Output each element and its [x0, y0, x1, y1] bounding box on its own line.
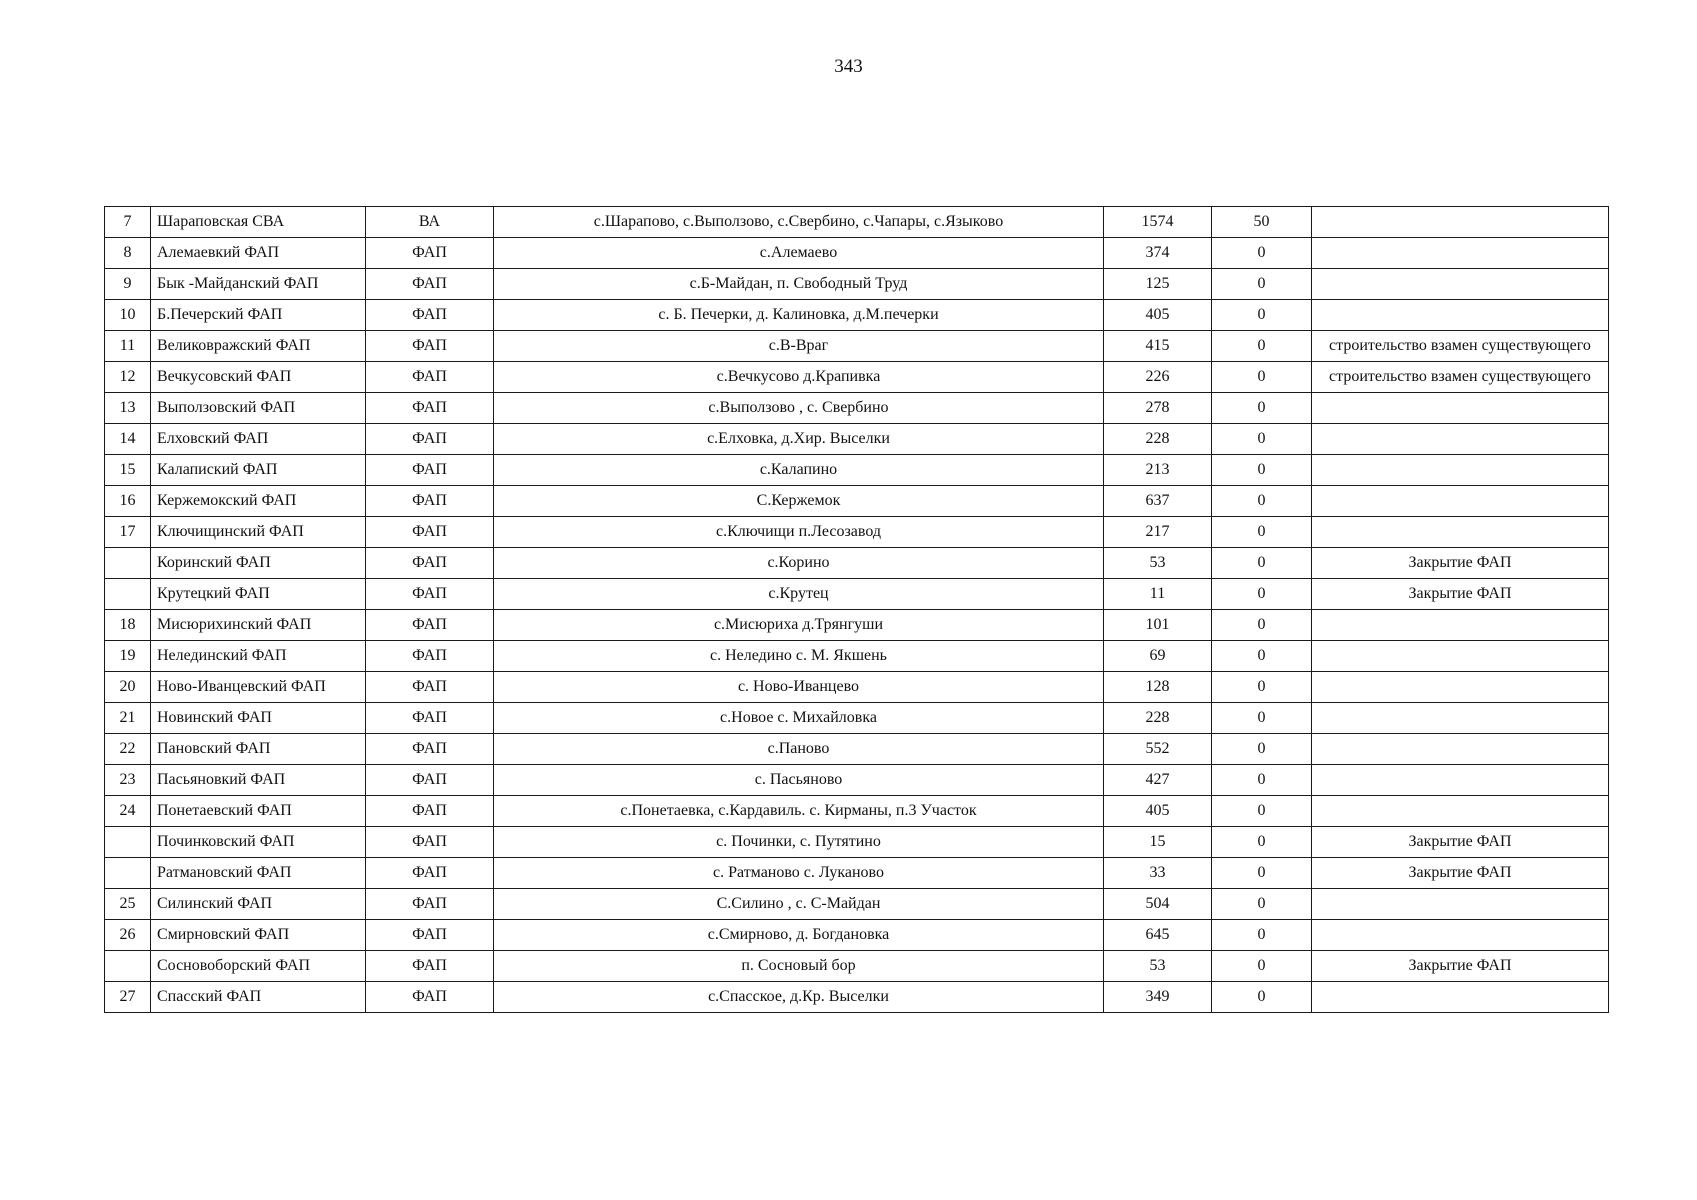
settlements-cell: с.Понетаевка, с.Кардавиль. с. Кирманы, п.3 Участок	[494, 796, 1104, 827]
table-row	[105, 765, 1609, 796]
note-cell	[1312, 734, 1609, 765]
row-number-cell: 11	[105, 331, 151, 362]
facility-name-cell: Коринский ФАП	[151, 548, 366, 579]
settlements-cell: с. Б. Печерки, д. Калиновка, д.М.печерки	[494, 300, 1104, 331]
population-cell: 278	[1104, 393, 1212, 424]
row-number-cell: 20	[105, 672, 151, 703]
value-cell: 0	[1212, 858, 1312, 889]
facility-name-cell: Шараповская СВА	[151, 207, 366, 238]
settlements-cell: с.Паново	[494, 734, 1104, 765]
note-cell	[1312, 703, 1609, 734]
population-cell: 374	[1104, 238, 1212, 269]
facility-type-cell: ВА	[366, 207, 494, 238]
table-row	[105, 827, 1609, 858]
row-number-cell	[105, 951, 151, 982]
facilities-table	[104, 206, 1609, 1013]
facility-type-cell: ФАП	[366, 920, 494, 951]
facility-name-cell: Новинский ФАП	[151, 703, 366, 734]
row-number-cell: 26	[105, 920, 151, 951]
note-cell	[1312, 455, 1609, 486]
facility-type-cell: ФАП	[366, 238, 494, 269]
value-cell: 0	[1212, 703, 1312, 734]
row-number-cell: 12	[105, 362, 151, 393]
facility-type-cell: ФАП	[366, 796, 494, 827]
table-row	[105, 548, 1609, 579]
facility-type-cell: ФАП	[366, 672, 494, 703]
settlements-cell: с.Смирново, д. Богдановка	[494, 920, 1104, 951]
settlements-cell: с.Вечкусово д.Крапивка	[494, 362, 1104, 393]
row-number-cell: 14	[105, 424, 151, 455]
settlements-cell: с.Выползово , с. Свербино	[494, 393, 1104, 424]
table-row	[105, 331, 1609, 362]
settlements-cell: с.Новое с. Михайловка	[494, 703, 1104, 734]
note-cell	[1312, 269, 1609, 300]
population-cell: 226	[1104, 362, 1212, 393]
value-cell: 0	[1212, 672, 1312, 703]
settlements-cell: с.Ключищи п.Лесозавод	[494, 517, 1104, 548]
population-cell: 552	[1104, 734, 1212, 765]
row-number-cell: 24	[105, 796, 151, 827]
population-cell: 69	[1104, 641, 1212, 672]
row-number-cell: 15	[105, 455, 151, 486]
facility-name-cell: Кержемокский ФАП	[151, 486, 366, 517]
row-number-cell	[105, 827, 151, 858]
population-cell: 228	[1104, 703, 1212, 734]
row-number-cell: 10	[105, 300, 151, 331]
facility-type-cell: ФАП	[366, 734, 494, 765]
facility-type-cell: ФАП	[366, 393, 494, 424]
facility-name-cell: Крутецкий ФАП	[151, 579, 366, 610]
settlements-cell: с. Ново-Иванцево	[494, 672, 1104, 703]
settlements-cell: с.В-Враг	[494, 331, 1104, 362]
value-cell: 0	[1212, 734, 1312, 765]
settlements-cell: с.Спасское, д.Кр. Выселки	[494, 982, 1104, 1013]
table-row	[105, 362, 1609, 393]
value-cell: 0	[1212, 331, 1312, 362]
table-row	[105, 424, 1609, 455]
facility-name-cell: Починковский ФАП	[151, 827, 366, 858]
value-cell: 0	[1212, 889, 1312, 920]
population-cell: 128	[1104, 672, 1212, 703]
table-row	[105, 982, 1609, 1013]
settlements-cell: с. Неледино с. М. Якшень	[494, 641, 1104, 672]
value-cell: 0	[1212, 827, 1312, 858]
table-row	[105, 579, 1609, 610]
row-number-cell: 7	[105, 207, 151, 238]
value-cell: 0	[1212, 517, 1312, 548]
population-cell: 645	[1104, 920, 1212, 951]
value-cell: 50	[1212, 207, 1312, 238]
facility-name-cell: Великовражский ФАП	[151, 331, 366, 362]
value-cell: 0	[1212, 424, 1312, 455]
table-body	[105, 207, 1609, 1013]
facility-name-cell: Ново-Иванцевский ФАП	[151, 672, 366, 703]
facility-type-cell: ФАП	[366, 362, 494, 393]
table-row	[105, 703, 1609, 734]
facility-name-cell: Силинский ФАП	[151, 889, 366, 920]
population-cell: 405	[1104, 300, 1212, 331]
value-cell: 0	[1212, 486, 1312, 517]
value-cell: 0	[1212, 269, 1312, 300]
settlements-cell: с. Ратманово с. Луканово	[494, 858, 1104, 889]
note-cell: Закрытие ФАП	[1312, 858, 1609, 889]
facility-type-cell: ФАП	[366, 889, 494, 920]
settlements-cell: п. Сосновый бор	[494, 951, 1104, 982]
value-cell: 0	[1212, 362, 1312, 393]
note-cell: строительство взамен существующего	[1312, 362, 1609, 393]
note-cell	[1312, 889, 1609, 920]
note-cell	[1312, 238, 1609, 269]
note-cell	[1312, 486, 1609, 517]
note-cell	[1312, 765, 1609, 796]
facility-type-cell: ФАП	[366, 331, 494, 362]
value-cell: 0	[1212, 982, 1312, 1013]
note-cell	[1312, 207, 1609, 238]
row-number-cell: 19	[105, 641, 151, 672]
facility-type-cell: ФАП	[366, 300, 494, 331]
population-cell: 15	[1104, 827, 1212, 858]
note-cell	[1312, 517, 1609, 548]
row-number-cell: 17	[105, 517, 151, 548]
page-number: 343	[834, 56, 863, 77]
facility-name-cell: Пановский ФАП	[151, 734, 366, 765]
row-number-cell: 16	[105, 486, 151, 517]
note-cell	[1312, 610, 1609, 641]
table-row	[105, 858, 1609, 889]
table-row	[105, 672, 1609, 703]
population-cell: 637	[1104, 486, 1212, 517]
population-cell: 504	[1104, 889, 1212, 920]
value-cell: 0	[1212, 610, 1312, 641]
table-row	[105, 889, 1609, 920]
table-row	[105, 207, 1609, 238]
facility-name-cell: Алемаевкий ФАП	[151, 238, 366, 269]
note-cell: Закрытие ФАП	[1312, 951, 1609, 982]
facility-type-cell: ФАП	[366, 641, 494, 672]
note-cell	[1312, 300, 1609, 331]
settlements-cell: с.Корино	[494, 548, 1104, 579]
facility-name-cell: Понетаевский ФАП	[151, 796, 366, 827]
row-number-cell: 22	[105, 734, 151, 765]
facility-name-cell: Б.Печерский ФАП	[151, 300, 366, 331]
note-cell	[1312, 424, 1609, 455]
facility-name-cell: Калапиский ФАП	[151, 455, 366, 486]
facility-type-cell: ФАП	[366, 610, 494, 641]
facility-name-cell: Ратмановский ФАП	[151, 858, 366, 889]
population-cell: 53	[1104, 548, 1212, 579]
facility-type-cell: ФАП	[366, 982, 494, 1013]
facility-name-cell: Бык -Майданский ФАП	[151, 269, 366, 300]
settlements-cell: с. Пасьяново	[494, 765, 1104, 796]
facility-name-cell: Вечкусовский ФАП	[151, 362, 366, 393]
settlements-cell: с.Б-Майдан, п. Свободный Труд	[494, 269, 1104, 300]
facility-name-cell: Сосновоборский ФАП	[151, 951, 366, 982]
facility-type-cell: ФАП	[366, 858, 494, 889]
population-cell: 11	[1104, 579, 1212, 610]
table-row	[105, 269, 1609, 300]
population-cell: 125	[1104, 269, 1212, 300]
value-cell: 0	[1212, 300, 1312, 331]
facility-name-cell: Нелединский ФАП	[151, 641, 366, 672]
facility-type-cell: ФАП	[366, 486, 494, 517]
facility-type-cell: ФАП	[366, 517, 494, 548]
table-row	[105, 734, 1609, 765]
table-row	[105, 920, 1609, 951]
note-cell: Закрытие ФАП	[1312, 548, 1609, 579]
facility-type-cell: ФАП	[366, 424, 494, 455]
facility-type-cell: ФАП	[366, 579, 494, 610]
settlements-cell: С.Кержемок	[494, 486, 1104, 517]
facility-type-cell: ФАП	[366, 951, 494, 982]
value-cell: 0	[1212, 641, 1312, 672]
value-cell: 0	[1212, 579, 1312, 610]
table-row	[105, 951, 1609, 982]
row-number-cell: 25	[105, 889, 151, 920]
note-cell: строительство взамен существующего	[1312, 331, 1609, 362]
note-cell: Закрытие ФАП	[1312, 579, 1609, 610]
note-cell	[1312, 672, 1609, 703]
value-cell: 0	[1212, 920, 1312, 951]
value-cell: 0	[1212, 238, 1312, 269]
row-number-cell	[105, 579, 151, 610]
population-cell: 1574	[1104, 207, 1212, 238]
facility-type-cell: ФАП	[366, 455, 494, 486]
population-cell: 349	[1104, 982, 1212, 1013]
table-row	[105, 517, 1609, 548]
facility-name-cell: Елховский ФАП	[151, 424, 366, 455]
population-cell: 427	[1104, 765, 1212, 796]
note-cell	[1312, 796, 1609, 827]
facility-type-cell: ФАП	[366, 548, 494, 579]
population-cell: 53	[1104, 951, 1212, 982]
table-row	[105, 796, 1609, 827]
row-number-cell	[105, 858, 151, 889]
table-row	[105, 641, 1609, 672]
facility-name-cell: Смирновский ФАП	[151, 920, 366, 951]
row-number-cell: 27	[105, 982, 151, 1013]
row-number-cell: 21	[105, 703, 151, 734]
settlements-cell: С.Силино , с. С-Майдан	[494, 889, 1104, 920]
row-number-cell: 13	[105, 393, 151, 424]
population-cell: 33	[1104, 858, 1212, 889]
settlements-cell: с.Алемаево	[494, 238, 1104, 269]
value-cell: 0	[1212, 765, 1312, 796]
note-cell: Закрытие ФАП	[1312, 827, 1609, 858]
value-cell: 0	[1212, 393, 1312, 424]
table-row	[105, 455, 1609, 486]
note-cell	[1312, 641, 1609, 672]
row-number-cell: 9	[105, 269, 151, 300]
table-row	[105, 393, 1609, 424]
note-cell	[1312, 920, 1609, 951]
value-cell: 0	[1212, 548, 1312, 579]
table-row	[105, 300, 1609, 331]
facility-type-cell: ФАП	[366, 269, 494, 300]
settlements-cell: с.Калапино	[494, 455, 1104, 486]
facility-name-cell: Выползовский ФАП	[151, 393, 366, 424]
value-cell: 0	[1212, 796, 1312, 827]
table-row	[105, 610, 1609, 641]
population-cell: 405	[1104, 796, 1212, 827]
table-row	[105, 486, 1609, 517]
facility-name-cell: Спасский ФАП	[151, 982, 366, 1013]
facility-name-cell: Пасьяновкий ФАП	[151, 765, 366, 796]
facility-name-cell: Ключищинский ФАП	[151, 517, 366, 548]
row-number-cell: 23	[105, 765, 151, 796]
population-cell: 213	[1104, 455, 1212, 486]
population-cell: 228	[1104, 424, 1212, 455]
settlements-cell: с.Мисюриха д.Трянгуши	[494, 610, 1104, 641]
settlements-cell: с.Шарапово, с.Выползово, с.Свербино, с.Чапары, с.Языково	[494, 207, 1104, 238]
facility-type-cell: ФАП	[366, 703, 494, 734]
row-number-cell: 18	[105, 610, 151, 641]
facility-type-cell: ФАП	[366, 827, 494, 858]
table-row	[105, 238, 1609, 269]
settlements-cell: с. Починки, с. Путятино	[494, 827, 1104, 858]
note-cell	[1312, 393, 1609, 424]
population-cell: 101	[1104, 610, 1212, 641]
settlements-cell: с.Крутец	[494, 579, 1104, 610]
facility-name-cell: Мисюрихинский ФАП	[151, 610, 366, 641]
population-cell: 415	[1104, 331, 1212, 362]
value-cell: 0	[1212, 951, 1312, 982]
settlements-cell: с.Елховка, д.Хир. Выселки	[494, 424, 1104, 455]
row-number-cell: 8	[105, 238, 151, 269]
facility-type-cell: ФАП	[366, 765, 494, 796]
note-cell	[1312, 982, 1609, 1013]
value-cell: 0	[1212, 455, 1312, 486]
population-cell: 217	[1104, 517, 1212, 548]
row-number-cell	[105, 548, 151, 579]
